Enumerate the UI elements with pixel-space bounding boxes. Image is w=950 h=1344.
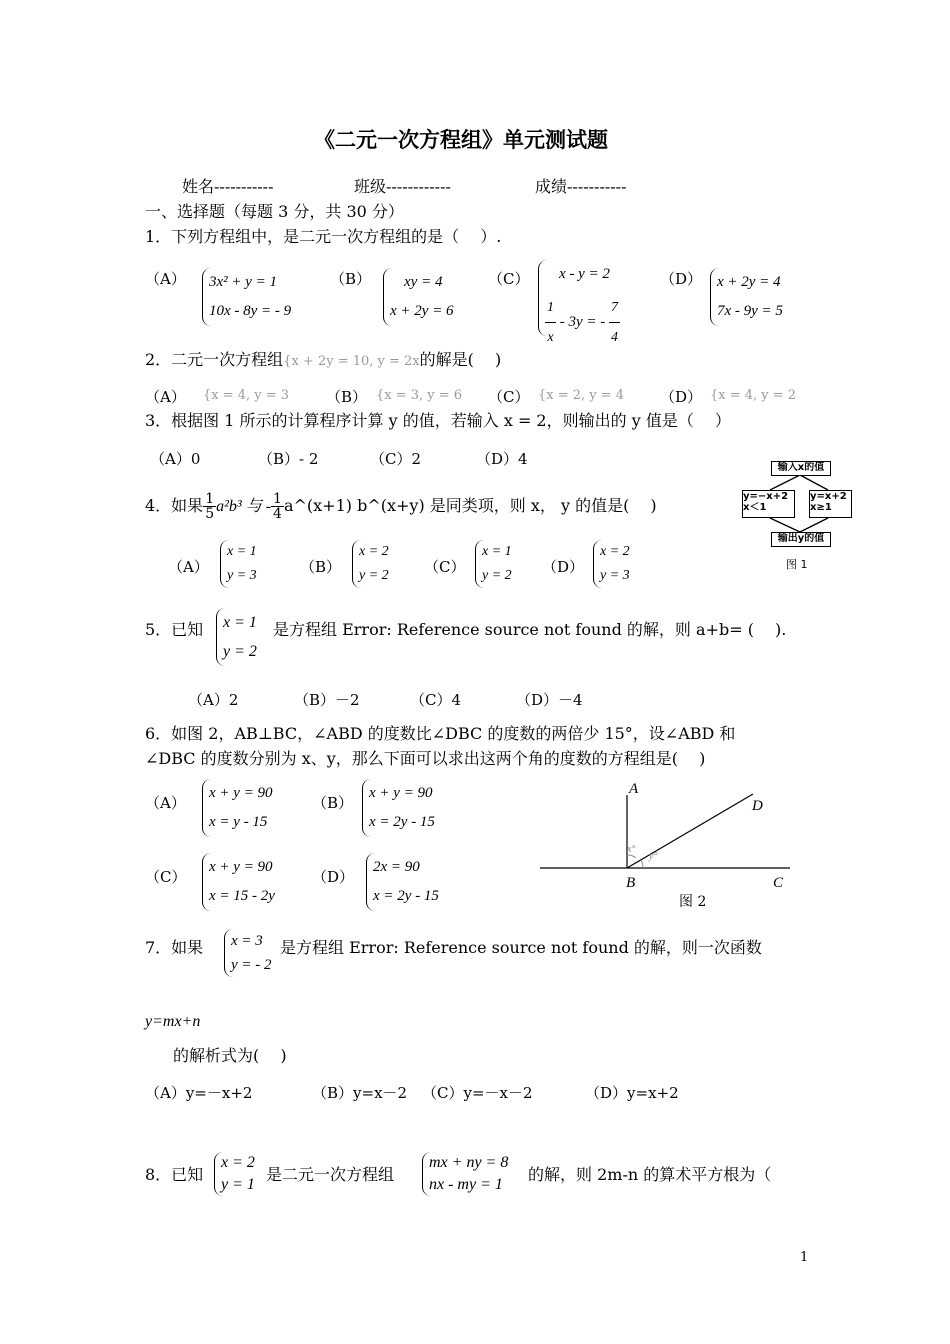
question-2-stem: 2．二元一次方程组{x + 2y = 10, y = 2x的解是( ): [145, 350, 502, 369]
question-6-line-1: 6．如图 2，AB⊥BC，∠ABD 的度数比∠DBC 的度数的两倍少 15°，设∠ABD 和: [145, 724, 736, 743]
q2-label-c: （C）: [488, 388, 530, 406]
q5-option-d: （D）－4: [516, 691, 583, 709]
q1-option-c: x - y = 2 $\frac{1}{x}$ - 3y = - $\frac{7}{4}$: [538, 260, 620, 336]
q4-option-c: x = 1 y = 2: [475, 540, 512, 588]
q3-option-d: （D）4: [476, 450, 528, 468]
q7-prefix: 7．如果: [145, 938, 204, 957]
q7-function: y=mx+n: [145, 1013, 201, 1030]
q1-option-b: xy = 4 x + 2y = 6: [383, 268, 454, 326]
q1-label-a: （A）: [145, 270, 186, 288]
figure-2-caption: 图 2: [679, 894, 707, 910]
angle-y-label: y°: [649, 851, 658, 862]
point-a-label: A: [629, 781, 639, 797]
q3-option-a: （A）0: [150, 450, 201, 468]
figure-2-diagram: [535, 775, 800, 915]
point-b-label: B: [626, 875, 636, 891]
q7-stem-end: 的解析式为( ): [173, 1046, 287, 1065]
q7-option-b: （B）y=x－2: [312, 1084, 408, 1102]
q8-equation-system: mx + ny = 8 nx - my = 1: [422, 1152, 508, 1196]
flowchart-input-box: 输入x的值: [771, 461, 831, 476]
q2-label-b: （B）: [326, 388, 368, 406]
q4-label-d: （D）: [542, 558, 585, 576]
question-6-line-2: ∠DBC 的度数分别为 x、y，那么下面可以求出这两个角的度数的方程组是( ): [145, 749, 706, 768]
q4-label-c: （C）: [424, 558, 466, 576]
q5-solution-system: x = 1 y = 2: [216, 608, 257, 666]
q5-prefix: 5．已知: [145, 620, 204, 639]
q8-solution-system: x = 2 y = 1: [214, 1152, 255, 1196]
q7-stem: 是方程组 Error: Reference source not found 的解，则一次函数: [280, 938, 762, 957]
score-field: 成绩-----------: [535, 177, 627, 196]
question-4-stem: 4．如果 $\frac{1}{5}$ a²b³ 与 - $\frac{1}{4}$ a^(x+1) b^(x+y) 是同类项，则 x， y 的值是( ): [145, 491, 657, 522]
q6-label-b: （B）: [312, 794, 354, 812]
page-title: 《二元一次方程组》单元测试题: [314, 127, 608, 152]
q6-option-a: x + y = 90 x = y - 15: [202, 779, 273, 837]
q4-option-b: x = 2 y = 2: [352, 540, 389, 588]
name-field: 姓名-----------: [182, 177, 274, 196]
flowchart-right-box: y=x+2 x≥1: [809, 490, 852, 518]
q3-option-b: （B）- 2: [258, 450, 319, 468]
q5-option-c: （C）4: [410, 691, 462, 709]
q4-option-d: x = 2 y = 3: [593, 540, 630, 588]
q7-solution-system: x = 3 y = - 2: [224, 929, 272, 977]
q7-option-d: （D）y=x+2: [585, 1084, 679, 1102]
q6-label-c: （C）: [145, 868, 187, 886]
question-1-stem: 1．下列方程组中，是二元一次方程组的是（ ）.: [145, 227, 502, 246]
q3-option-c: （C）2: [370, 450, 422, 468]
q7-option-c: （C）y=－x－2: [422, 1084, 533, 1102]
q8-middle: 是二元一次方程组: [266, 1165, 395, 1184]
q2-option-b: {x = 3, y = 6: [376, 388, 463, 403]
flowchart-figure: [740, 458, 855, 578]
flowchart-left-box: y=−x+2 x＜1: [742, 490, 795, 518]
q8-stem: 的解，则 2m-n 的算术平方根为（: [528, 1165, 772, 1184]
q6-label-a: （A）: [145, 794, 186, 812]
q2-option-d: {x = 4, y = 2: [710, 388, 797, 403]
q2-option-c: {x = 2, y = 4: [538, 388, 625, 403]
q7-option-a: （A）y=－x+2: [145, 1084, 253, 1102]
q4-label-a: （A）: [168, 558, 209, 576]
q1-label-d: （D）: [660, 270, 703, 288]
q1-option-a: 3x² + y = 1 10x - 8y = - 9: [202, 268, 291, 326]
figure-1-caption: 图 1: [786, 558, 808, 571]
q2-system-image: {x + 2y = 10, y = 2x: [283, 354, 420, 369]
q1-label-c: （C）: [488, 270, 530, 288]
point-c-label: C: [773, 875, 784, 891]
q4-label-b: （B）: [300, 558, 342, 576]
q6-option-c: x + y = 90 x = 15 - 2y: [202, 853, 275, 911]
q8-prefix: 8．已知: [145, 1165, 204, 1184]
q1-option-d: x + 2y = 4 7x - 9y = 5: [710, 268, 783, 326]
q1-label-b: （B）: [330, 270, 372, 288]
page-number: 1: [800, 1250, 809, 1265]
q5-option-a: （A）2: [188, 691, 239, 709]
q6-option-b: x + y = 90 x = 2y - 15: [362, 779, 435, 837]
q6-label-d: （D）: [312, 868, 355, 886]
q5-stem: 是方程组 Error: Reference source not found 的解，则 a+b= ( ).: [273, 620, 787, 639]
flowchart-output-box: 输出y的值: [771, 532, 831, 547]
point-d-label: D: [752, 798, 763, 814]
q4-option-a: x = 1 y = 3: [220, 540, 257, 588]
q2-option-a: {x = 4, y = 3: [203, 388, 290, 403]
class-field: 班级------------: [354, 177, 451, 196]
angle-x-label: x°: [627, 844, 636, 855]
question-3-stem: 3．根据图 1 所示的计算程序计算 y 的值，若输入 x = 2，则输出的 y 值是（ ）: [145, 411, 731, 430]
q2-label-d: （D）: [660, 388, 703, 406]
q5-option-b: （B）－2: [294, 691, 360, 709]
q2-label-a: （A）: [145, 388, 186, 406]
section-heading: 一、选择题（每题 3 分，共 30 分）: [145, 202, 404, 221]
q6-option-d: 2x = 90 x = 2y - 15: [366, 853, 439, 911]
